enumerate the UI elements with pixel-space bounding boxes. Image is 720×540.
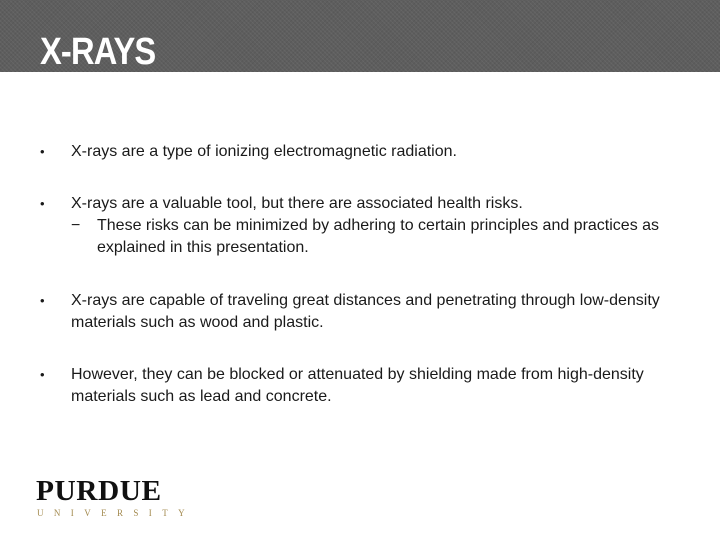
sub-bullet-marker: − [71, 217, 81, 234]
sub-bullet-item [71, 215, 680, 259]
bullet-item [40, 364, 680, 408]
purdue-logo [36, 478, 195, 518]
bullet-marker: • [40, 367, 45, 382]
bullet-marker: • [40, 144, 45, 159]
bullet-marker: • [40, 293, 45, 308]
logo-wordmark: PURDUE [36, 476, 162, 507]
bullet-item [40, 141, 680, 163]
bullet-item [40, 193, 680, 259]
sub-bullet-text: These risks can be minimized by adhering to certain principles and practices as explained in this presentation. [97, 217, 660, 256]
bullet-text: However, they can be blocked or attenuated by shielding made from high-density materials such as lead and concrete. [71, 366, 644, 405]
bullet-text: X-rays are a type of ionizing electromagnetic radiation. [71, 143, 457, 160]
bullet-text: X-rays are a valuable tool, but there are associated health risks. [71, 195, 523, 212]
bullet-marker: • [40, 196, 45, 211]
bullet-text: X-rays are capable of traveling great distances and penetrating through low-density materials such as wood and plastic. [71, 292, 660, 331]
logo-subtitle: UNIVERSITY [37, 508, 195, 518]
bullet-item [40, 290, 680, 334]
slide-title: X-RAYS [40, 31, 156, 73]
